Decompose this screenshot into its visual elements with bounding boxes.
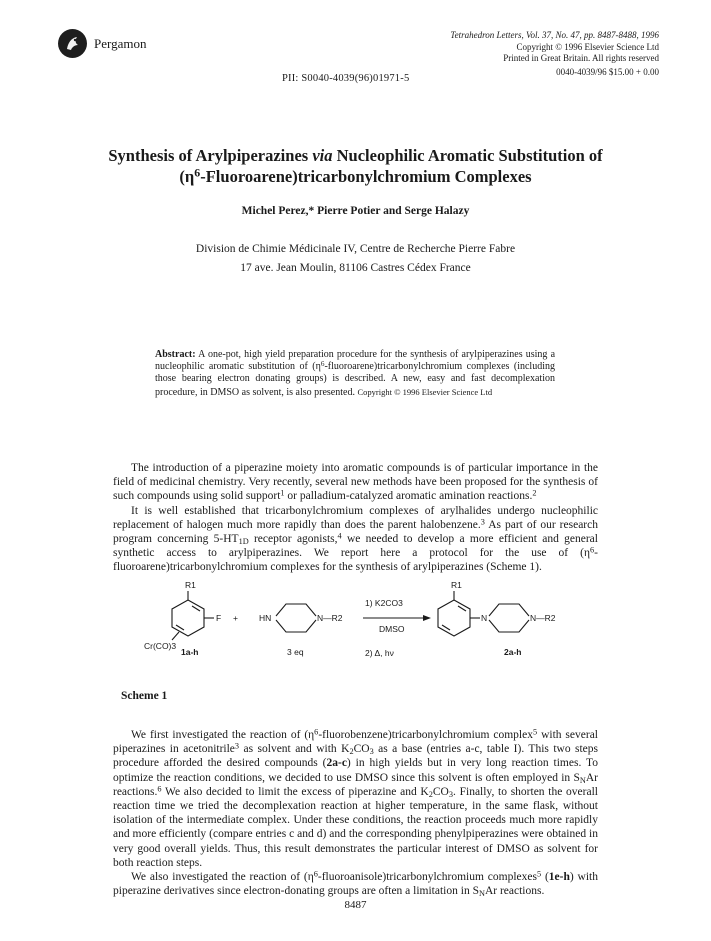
scheme-caption: Scheme 1 [121,690,168,702]
n-label-product: N [481,613,488,623]
compound-2-label: 2a-h [504,647,522,657]
paragraph-intro: The introduction of a piperazine moiety into aromatic compounds is of particular importance in the field of medicinal chemistry. Very recently, several new methods have been proposed for the synthesis of such compounds using solid support$^1$ or palladium-catalyzed aromatic amination reactions.$^2$ [113,462,598,503]
pii-identifier: PII: S0040-4039(96)01971-5 [282,73,410,84]
n-r2-label-right: N—R2 [530,613,556,623]
publisher-name: Pergamon [94,36,147,51]
fluorine-label: F [216,613,222,623]
title-line-2: $(\eta^6-Fluoroarene)tricarbonylchromium$ Complexes [179,165,532,186]
printed-line: Printed in Great Britain. All rights reserved [503,53,659,63]
affiliation [0,240,711,278]
reaction-scheme [113,576,598,676]
journal-info [329,30,659,78]
author-list: Michel Perez,* Pierre Potier and Serge Halazy [241,205,470,217]
journal-citation: Tetrahedron Letters, Vol. 37, No. 47, pp. 8487-8488, 1996 [450,30,659,40]
chromium-label: Cr(CO)3 [144,641,177,651]
step-2-label: 2) Δ, hν [365,648,394,658]
r1-label-right: R1 [451,580,462,590]
paragraph-anisole: We also investigated the reaction of $(\eta^6-fluoroanisole)tricarbonylchromium$ complexes$^5$ (1e-h) with piperazine derivatives since electron-donating groups are often a limitation in $S_NAr$ reactions. [113,869,598,899]
title-line-1: Synthesis of Arylpiperazines via Nucleophilic Aromatic Substitution of [108,146,603,165]
abstract-label: Abstract: [155,349,196,360]
scheme-drawing [113,576,598,676]
compound-1-label: 1a-h [181,647,199,657]
paragraph-background: It is well established that tricarbonylchromium complexes of arylhalides undergo nucleophilic replacement of halogen much more rapidly than does the parent halobenzene.$^3$ As part of our research program concerning $5-HT_{1D}$ receptor agonists,$^4$ we needed to develop a more efficient and general synthetic access to arylpiperazines. We report here a protocol for the use of $(\eta^6-fluoroarene)tricarbonylchromium$ complexes for the synthesis of arylpiperazines (Scheme 1). [113,504,598,574]
affiliation-line-2: 17 ave. Jean Moulin, 81106 Castres Cédex France [240,262,471,274]
hn-label: HN [259,613,272,623]
plus-sign: + [233,613,238,623]
affiliation-line-1: Division de Chimie Médicinale IV, Centre de Recherche Pierre Fabre [195,243,516,255]
pergamon-logo-icon [58,29,87,58]
paragraph-results: We first investigated the reaction of $(\eta^6-fluorobenzene)tricarbonylchromium$ complex$^5$ with several piperazines in acetonitrile$^3$ as solvent and with $K_2CO_3$ as a base (entries a-c, table I). This two steps procedure afforded the desired compounds (2a-c) in high yields but in very long reaction times. To optimize the reaction conditions, we decided to use DMSO since this solvent is often employed in $S_NAr$ reactions.$^6$ We also decided to limit the excess of piperazine and $K_2CO_3$. Finally, to shorten the overall reaction time we tried the decomplexation reaction at higher temperature, in the same flask, without isolation of the intermediate complex. Under these conditions, the reaction proceeds much more rapidly and more efficiently (compare entries c and d) and the corresponding phenylpiperazines were obtained in very good overall yields. Thus, this result demonstrates the particular interest of DMSO as solvent for both reaction steps. [113,727,599,869]
body-section-1 [113,461,598,575]
solvent-label: DMSO [379,624,405,634]
abstract-text: A one-pot, high yield preparation procedure for the synthesis of arylpiperazines using a nucleophilic aromatic substitution of $(\eta^6-fluoroarene)tricarbonylchromium$ complexes (including those bearing electron donating groups) is described. A new, easy and fast decomplexation procedure, in DMSO as solvent, is also presented. [155,349,556,398]
paper-title [70,145,641,187]
step-1-label: 1) K2CO3 [365,598,403,608]
equivalents-label: 3 eq [287,647,304,657]
n-r2-label-left: N—R2 [317,613,343,623]
abstract [155,349,555,399]
copyright-line: Copyright © 1996 Elsevier Science Ltd [516,41,659,52]
page-number: 8487 [344,899,367,911]
price-line: 0040-4039/96 $15.00 + 0.00 [556,66,659,77]
body-section-2 [113,728,598,898]
r1-label-left: R1 [185,580,196,590]
abstract-copyright: Copyright © 1996 Elsevier Science Ltd [357,386,493,397]
